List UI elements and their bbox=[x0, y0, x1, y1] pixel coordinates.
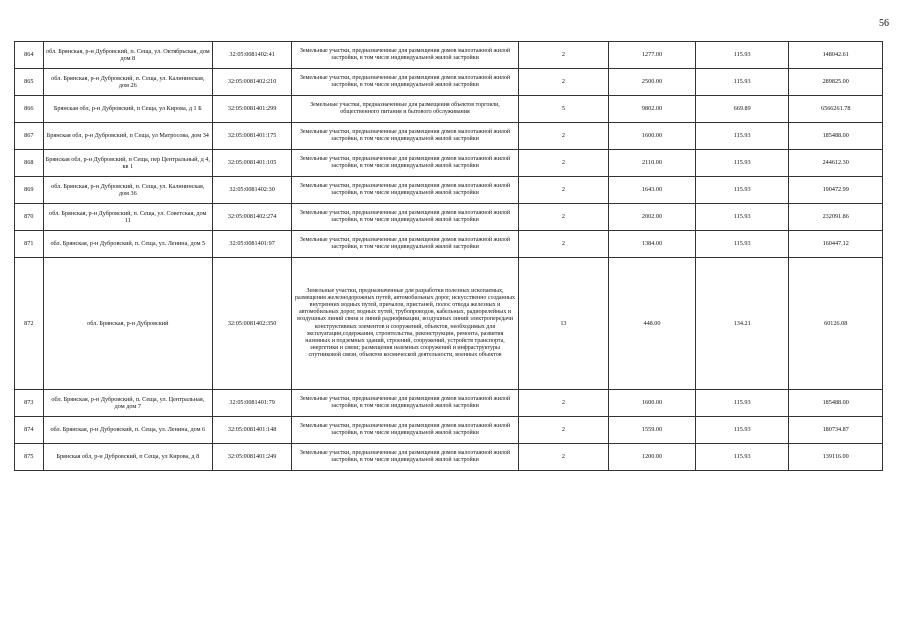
address-cell: обл. Брянская, р-н Дубровский bbox=[43, 258, 212, 390]
specific-value-cell: 115.93 bbox=[695, 123, 789, 150]
table-row bbox=[15, 42, 883, 69]
land-use-cell: Земельные участки, предназначенные для размещения домов малоэтажной жилой застройки, в том числе индивидуальной жилой застройки bbox=[292, 123, 519, 150]
land-use-cell: Земельные участки, предназначенные для размещения домов малоэтажной жилой застройки, в том числе индивидуальной жилой застройки bbox=[292, 69, 519, 96]
specific-value-cell: 669.89 bbox=[695, 96, 789, 123]
land-use-cell: Земельные участки, предназначенные для размещения домов малоэтажной жилой застройки, в том числе индивидуальной жилой застройки bbox=[292, 150, 519, 177]
area-cell: 2500.00 bbox=[609, 69, 696, 96]
land-use-cell: Земельные участки, предназначенные для размещения домов малоэтажной жилой застройки, в том числе индивидуальной жилой застройки bbox=[292, 204, 519, 231]
table-row bbox=[15, 417, 883, 444]
group-cell: 13 bbox=[518, 258, 608, 390]
cadastral-value-cell: 190472.99 bbox=[789, 177, 883, 204]
table-row bbox=[15, 444, 883, 471]
cadastral-number-cell: 32:05:0081402:210 bbox=[213, 69, 292, 96]
cadastral-value-cell: 180734.87 bbox=[789, 417, 883, 444]
group-cell: 2 bbox=[518, 42, 608, 69]
area-cell: 1559.00 bbox=[609, 417, 696, 444]
row-number-cell: 869 bbox=[15, 177, 44, 204]
table-row bbox=[15, 231, 883, 258]
land-use-cell: Земельные участки, предназначенные для размещения домов малоэтажной жилой застройки, в том числе индивидуальной жилой застройки bbox=[292, 390, 519, 417]
row-number-cell: 864 bbox=[15, 42, 44, 69]
cadastral-value-cell: 148042.61 bbox=[789, 42, 883, 69]
group-cell: 2 bbox=[518, 150, 608, 177]
row-number-cell: 871 bbox=[15, 231, 44, 258]
land-use-cell: Земельные участки, предназначенные для размещения домов малоэтажной жилой застройки, в том числе индивидуальной жилой застройки bbox=[292, 42, 519, 69]
area-cell: 448.00 bbox=[609, 258, 696, 390]
specific-value-cell: 115.93 bbox=[695, 204, 789, 231]
page-number: 56 bbox=[879, 18, 889, 29]
area-cell: 1600.00 bbox=[609, 390, 696, 417]
address-cell: обл. Брянская, р-н Дубровский, п. Сеща, ул. Центральная, дом дом 7 bbox=[43, 390, 212, 417]
specific-value-cell: 134.21 bbox=[695, 258, 789, 390]
cadastral-number-cell: 32:05:0081402:274 bbox=[213, 204, 292, 231]
table-row bbox=[15, 177, 883, 204]
table-row bbox=[15, 390, 883, 417]
cadastral-number-cell: 32:05:0081402:41 bbox=[213, 42, 292, 69]
cadastral-value-cell: 160447.12 bbox=[789, 231, 883, 258]
area-cell: 2110.00 bbox=[609, 150, 696, 177]
cadastral-value-table bbox=[14, 41, 883, 471]
area-cell: 1384.00 bbox=[609, 231, 696, 258]
group-cell: 2 bbox=[518, 231, 608, 258]
table-row bbox=[15, 204, 883, 231]
address-cell: обл. Брянская, р-н Дубровский, п. Сеща, ул. Ленина, дом 6 bbox=[43, 417, 212, 444]
cadastral-value-cell: 232091.86 bbox=[789, 204, 883, 231]
address-cell: обл. Брянская, р-н Дубровский, п. Сеща, ул. Ленина, дом 5 bbox=[43, 231, 212, 258]
cadastral-value-cell: 185488.00 bbox=[789, 390, 883, 417]
specific-value-cell: 115.93 bbox=[695, 390, 789, 417]
cadastral-value-cell: 289825.00 bbox=[789, 69, 883, 96]
group-cell: 2 bbox=[518, 417, 608, 444]
cadastral-value-cell: 60126.08 bbox=[789, 258, 883, 390]
land-use-cell: Земельные участки, предназначенные для размещения объектов торговли, общественного питания и бытового обслуживания bbox=[292, 96, 519, 123]
row-number-cell: 865 bbox=[15, 69, 44, 96]
area-cell: 1200.00 bbox=[609, 444, 696, 471]
specific-value-cell: 115.93 bbox=[695, 417, 789, 444]
address-cell: обл. Брянская, р-н Дубровский, п. Сеща, ул. Октябрьская, дом дом 8 bbox=[43, 42, 212, 69]
specific-value-cell: 115.93 bbox=[695, 177, 789, 204]
row-number-cell: 866 bbox=[15, 96, 44, 123]
cadastral-number-cell: 32:05:0081401:175 bbox=[213, 123, 292, 150]
land-use-cell: Земельные участки, предназначенные для размещения домов малоэтажной жилой застройки, в том числе индивидуальной жилой застройки bbox=[292, 177, 519, 204]
address-cell: Брянская обл, р-н Дубровский, п Сеща, пер Центральный, д 4, кв 1 bbox=[43, 150, 212, 177]
cadastral-number-cell: 32:05:0081401:249 bbox=[213, 444, 292, 471]
row-number-cell: 867 bbox=[15, 123, 44, 150]
group-cell: 2 bbox=[518, 390, 608, 417]
group-cell: 2 bbox=[518, 177, 608, 204]
cadastral-number-cell: 32:05:0081402:30 bbox=[213, 177, 292, 204]
table-body bbox=[15, 42, 883, 471]
area-cell: 1277.00 bbox=[609, 42, 696, 69]
row-number-cell: 872 bbox=[15, 258, 44, 390]
land-use-cell: Земельные участки, предназначенные для размещения домов малоэтажной жилой застройки, в том числе индивидуальной жилой застройки bbox=[292, 231, 519, 258]
land-use-cell: Земельные участки, предназначенные для размещения домов малоэтажной жилой застройки, в том числе индивидуальной жилой застройки bbox=[292, 444, 519, 471]
group-cell: 2 bbox=[518, 444, 608, 471]
row-number-cell: 870 bbox=[15, 204, 44, 231]
row-number-cell: 874 bbox=[15, 417, 44, 444]
land-use-cell: Земельные участки, предназначенные для разработки полезных ископаемых, размещения железнодорожных путей, автомобильных дорог, искусственно созданных внутренних водных путей, причалов, пристаней, полос отвода железных и автомобильных дорог, водных путей, трубопроводов, кабельных, радиорелейных и воздушных линий связи и линий радиофикации, воздушных линий электропередачи конструктивных элементов и сооружений, объектов, необходимых для эксплуатации,содержания, строительства, реконструкции, ремонта, развития наземных и подземных зданий, строений, сооружений, устройств транспорта, энергетики и связи; размещения наземных сооружений и инфраструктуры спутниковой связи, объектов космической деятельности, военных объектов bbox=[292, 258, 519, 390]
area-cell: 1643.00 bbox=[609, 177, 696, 204]
cadastral-number-cell: 32:05:0081401:97 bbox=[213, 231, 292, 258]
table-row bbox=[15, 96, 883, 123]
specific-value-cell: 115.93 bbox=[695, 42, 789, 69]
address-cell: Брянская обл, р-н Дубровский, п Сеща, ул Матросова, дом 34 bbox=[43, 123, 212, 150]
group-cell: 2 bbox=[518, 69, 608, 96]
area-cell: 2002.00 bbox=[609, 204, 696, 231]
table-row bbox=[15, 150, 883, 177]
cadastral-value-cell: 185488.00 bbox=[789, 123, 883, 150]
address-cell: Брянская обл, р-н Дубровский, п Сеща, ул Кирова, д 8 bbox=[43, 444, 212, 471]
cadastral-number-cell: 32:05:0081401:105 bbox=[213, 150, 292, 177]
group-cell: 5 bbox=[518, 96, 608, 123]
row-number-cell: 875 bbox=[15, 444, 44, 471]
table-row bbox=[15, 69, 883, 96]
cadastral-number-cell: 32:05:0081401:79 bbox=[213, 390, 292, 417]
cadastral-number-cell: 32:05:0081401:148 bbox=[213, 417, 292, 444]
specific-value-cell: 115.93 bbox=[695, 150, 789, 177]
group-cell: 2 bbox=[518, 123, 608, 150]
table-row bbox=[15, 123, 883, 150]
area-cell: 9802.00 bbox=[609, 96, 696, 123]
group-cell: 2 bbox=[518, 204, 608, 231]
cadastral-value-cell: 6566261.78 bbox=[789, 96, 883, 123]
specific-value-cell: 115.93 bbox=[695, 69, 789, 96]
cadastral-number-cell: 32:05:0081402:350 bbox=[213, 258, 292, 390]
cadastral-value-cell: 139116.00 bbox=[789, 444, 883, 471]
land-use-cell: Земельные участки, предназначенные для размещения домов малоэтажной жилой застройки, в том числе индивидуальной жилой застройки bbox=[292, 417, 519, 444]
address-cell: Брянская обл, р-н Дубровский, п Сеща, ул Кирова, д 1 Б bbox=[43, 96, 212, 123]
address-cell: обл. Брянская, р-н Дубровский, п. Сеща, ул. Советская, дом 11 bbox=[43, 204, 212, 231]
specific-value-cell: 115.93 bbox=[695, 231, 789, 258]
area-cell: 1600.00 bbox=[609, 123, 696, 150]
row-number-cell: 868 bbox=[15, 150, 44, 177]
address-cell: обл. Брянская, р-н Дубровский, п. Сеща, ул. Калининская, дом 26 bbox=[43, 69, 212, 96]
specific-value-cell: 115.93 bbox=[695, 444, 789, 471]
cadastral-number-cell: 32:05:0081401:299 bbox=[213, 96, 292, 123]
address-cell: обл. Брянская, р-н Дубровский, п. Сеща, ул. Калининская, дом 36 bbox=[43, 177, 212, 204]
table-row bbox=[15, 258, 883, 390]
cadastral-value-cell: 244612.30 bbox=[789, 150, 883, 177]
row-number-cell: 873 bbox=[15, 390, 44, 417]
